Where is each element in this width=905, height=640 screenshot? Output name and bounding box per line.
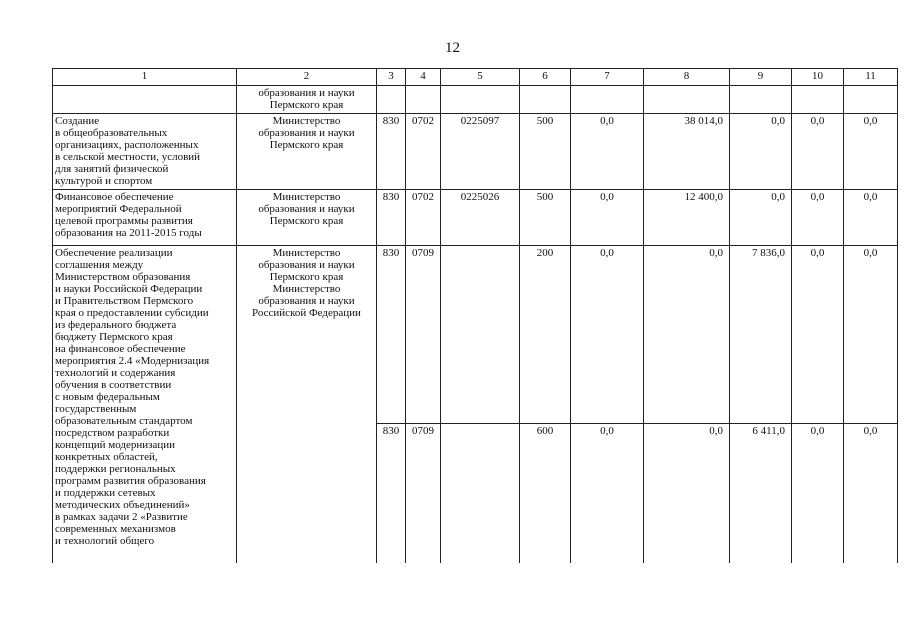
table-row xyxy=(53,114,898,190)
header-cell: 8 xyxy=(644,69,730,86)
row-col8: 0,0 xyxy=(644,246,730,424)
row-col11: 0,0 xyxy=(844,424,898,564)
row-col6 xyxy=(520,86,571,114)
row-col8: 12 400,0 xyxy=(644,190,730,246)
row-administrator: Министерство образования и науки Пермского края xyxy=(237,190,377,246)
row-col7: 0,0 xyxy=(571,424,644,564)
row-col4: 0709 xyxy=(406,246,441,424)
header-cell: 11 xyxy=(844,69,898,86)
budget-table xyxy=(52,68,898,563)
row-col6: 600 xyxy=(520,424,571,564)
row-administrator: Министерство образования и науки Пермского края xyxy=(237,114,377,190)
row-col7 xyxy=(571,86,644,114)
row-col5: 0225097 xyxy=(441,114,520,190)
row-col9: 6 411,0 xyxy=(730,424,792,564)
row-col3: 830 xyxy=(377,190,406,246)
row-col7: 0,0 xyxy=(571,114,644,190)
row-col4: 0702 xyxy=(406,190,441,246)
row-col10: 0,0 xyxy=(792,246,844,424)
row-col11: 0,0 xyxy=(844,246,898,424)
row-col3 xyxy=(377,86,406,114)
row-col10: 0,0 xyxy=(792,190,844,246)
row-col5 xyxy=(441,424,520,564)
row-description: Финансовое обеспечение мероприятий Федеральной целевой программы развития образования на 2011-2015 годы xyxy=(53,190,237,246)
table-row xyxy=(53,246,898,424)
row-description: Создание в общеобразовательных организациях, расположенных в сельской местности, условий для занятий физической культурой и спортом xyxy=(53,114,237,190)
row-col9: 7 836,0 xyxy=(730,246,792,424)
header-cell: 9 xyxy=(730,69,792,86)
row-col5 xyxy=(441,246,520,424)
row-col3: 830 xyxy=(377,246,406,424)
header-cell: 10 xyxy=(792,69,844,86)
row-col9: 0,0 xyxy=(730,114,792,190)
row-col10 xyxy=(792,86,844,114)
page-number: 12 xyxy=(445,40,460,56)
row-col3: 830 xyxy=(377,114,406,190)
row-col11: 0,0 xyxy=(844,114,898,190)
row-col10: 0,0 xyxy=(792,424,844,564)
header-cell: 5 xyxy=(441,69,520,86)
row-description xyxy=(53,86,237,114)
row-col7: 0,0 xyxy=(571,190,644,246)
row-col6: 200 xyxy=(520,246,571,424)
header-cell: 2 xyxy=(237,69,377,86)
table-row xyxy=(53,86,898,114)
row-col8 xyxy=(644,86,730,114)
row-administrator: Министерство образования и науки Пермского края Министерство образования и науки Российской Федерации xyxy=(237,246,377,564)
row-administrator: образования и науки Пермского края xyxy=(237,86,377,114)
row-col5 xyxy=(441,86,520,114)
row-col4 xyxy=(406,86,441,114)
row-col4: 0702 xyxy=(406,114,441,190)
row-col9 xyxy=(730,86,792,114)
header-cell: 1 xyxy=(53,69,237,86)
header-cell: 4 xyxy=(406,69,441,86)
row-col11: 0,0 xyxy=(844,190,898,246)
table-row xyxy=(53,190,898,246)
row-description: Обеспечение реализации соглашения между Министерством образования и науки Российской Федерации и Правительством Пермского края о предоставлении субсидии из федерального бюджета бюджету Пермского края на финансовое обеспечение мероприятия 2.4 «Модернизация технологий и содержания обучения в соответствии с новым федеральным государственным образовательным стандартом посредством разработки концепций модернизации конкретных областей, поддержки региональных программ развития образования и поддержки сетевых методических объединений» в рамках задачи 2 «Развитие современных механизмов и технологий общего xyxy=(53,246,237,564)
table-header-row xyxy=(53,69,898,86)
header-cell: 3 xyxy=(377,69,406,86)
row-col10: 0,0 xyxy=(792,114,844,190)
row-col11 xyxy=(844,86,898,114)
header-cell: 7 xyxy=(571,69,644,86)
row-col4: 0709 xyxy=(406,424,441,564)
row-col7: 0,0 xyxy=(571,246,644,424)
row-col6: 500 xyxy=(520,190,571,246)
row-col5: 0225026 xyxy=(441,190,520,246)
row-col9: 0,0 xyxy=(730,190,792,246)
row-col3: 830 xyxy=(377,424,406,564)
header-cell: 6 xyxy=(520,69,571,86)
row-col6: 500 xyxy=(520,114,571,190)
row-col8: 0,0 xyxy=(644,424,730,564)
row-col8: 38 014,0 xyxy=(644,114,730,190)
